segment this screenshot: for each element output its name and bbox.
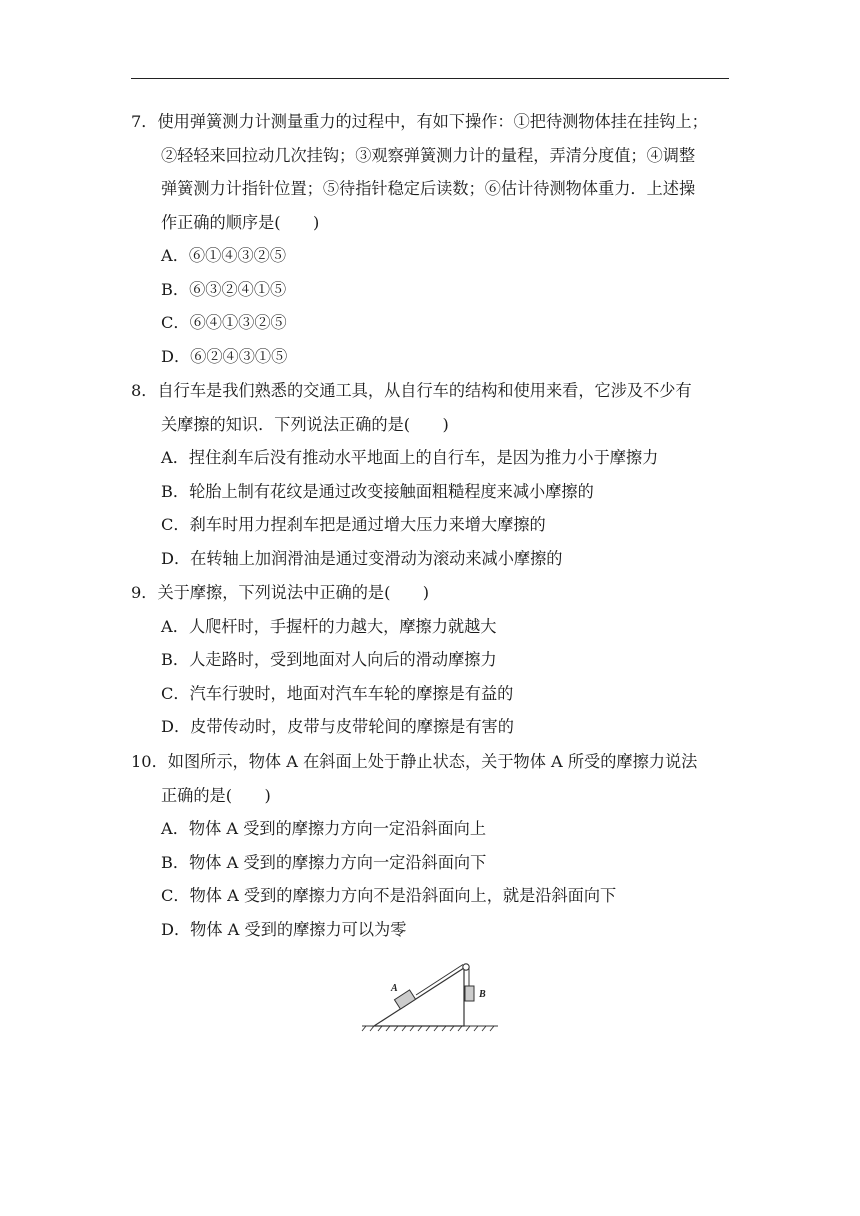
option-b: B．轮胎上制有花纹是通过改变接触面粗糙程度来减小摩擦的: [161, 481, 594, 501]
question-9: [131, 576, 731, 744]
option-a: A．捏住刹车后没有推动水平地面上的自行车，是因为推力小于摩擦力: [161, 448, 659, 467]
question-10: [131, 745, 731, 946]
incline: [374, 968, 464, 1026]
option-c: C．⑥④①③②⑤: [161, 313, 287, 332]
question-stem-continued: 正确的是( ): [161, 785, 271, 805]
rope-incline: [416, 965, 463, 996]
option-a: A．⑥①④③②⑤: [161, 246, 287, 265]
option-d: D．皮带传动时，皮带与皮带轮间的摩擦是有害的: [161, 717, 514, 736]
option-b: B．人走路时，受到地面对人向后的滑动摩擦力: [161, 650, 497, 669]
option-c: C．物体 A 受到的摩擦力方向不是沿斜面向上，就是沿斜面向下: [161, 886, 617, 905]
label-a: A: [391, 983, 398, 994]
option-d: D．⑥②④③①⑤: [161, 346, 288, 366]
question-stem: 7．使用弹簧测力计测量重力的过程中，有如下操作：①把待测物体挂在挂钩上；: [131, 112, 708, 131]
question-7: [131, 105, 731, 373]
pulley: [463, 964, 469, 970]
question-stem-continued: 关摩擦的知识．下列说法正确的是( ): [161, 414, 449, 434]
question-stem: 10．如图所示，物体 A 在斜面上处于静止状态，关于物体 A 所受的摩擦力说法: [131, 752, 698, 771]
ground-hatching: [362, 1026, 498, 1031]
question-stem-continued: 作正确的顺序是( ): [161, 212, 320, 232]
option-c: C．刹车时用力捏刹车把是通过增大压力来增大摩擦的: [161, 515, 546, 534]
question-8: [131, 374, 731, 575]
question-stem: 9．关于摩擦，下列说法中正确的是( ): [131, 583, 430, 602]
header-rule: [131, 78, 729, 79]
option-b: B．⑥③②④①⑤: [161, 279, 287, 299]
label-b: B: [479, 989, 486, 1000]
option-a: A．物体 A 受到的摩擦力方向一定沿斜面向上: [161, 819, 487, 838]
block-b: [465, 986, 474, 1001]
option-b: B．物体 A 受到的摩擦力方向一定沿斜面向下: [161, 852, 487, 872]
option-c: C．汽车行驶时，地面对汽车车轮的摩擦是有益的: [161, 683, 514, 703]
option-d: D．物体 A 受到的摩擦力可以为零: [161, 919, 407, 939]
question-stem-continued: ②轻轻来回拉动几次挂钩；③观察弹簧测力计的量程，弄清分度值；④调整: [161, 145, 696, 165]
incline-pulley-figure: [360, 958, 500, 1032]
option-d: D．在转轴上加润滑油是通过变滑动为滚动来减小摩擦的: [161, 548, 563, 568]
option-a: A．人爬杆时，手握杆的力越大，摩擦力就越大: [161, 616, 497, 636]
question-stem-continued: 弹簧测力计指针位置；⑤待指针稳定后读数；⑥估计待测物体重力．上述操: [161, 179, 696, 198]
question-stem: 8．自行车是我们熟悉的交通工具，从自行车的结构和使用来看，它涉及不少有: [131, 381, 692, 400]
